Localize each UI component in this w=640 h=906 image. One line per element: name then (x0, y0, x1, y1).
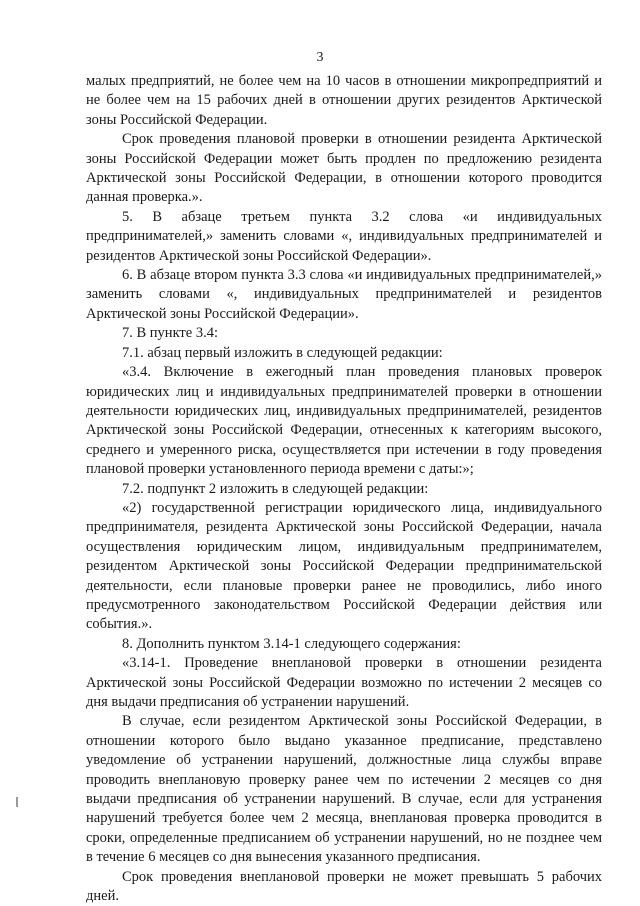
paragraph-clause-3-14-1: «3.14-1. Проведение внеплановой проверки в отношении резидента Арктической зоны Российской Федерации возможно по истечении 2 месяцев со дня выдачи предписания об устранении нарушений. (86, 655, 602, 710)
paragraph-item-5: 5. В абзаце третьем пункта 3.2 слова «и индивидуальных предпринимателей,» заменить словами «, индивидуальных предпринимателей и резидентов Арктической зоны Российской Федерации». (86, 208, 602, 264)
paragraph-subclause-2: «2) государственной регистрации юридического лица, индивидуального предпринимателя, резидента Арктической зоны Российской Федерации, начала осуществления юридическим лицом, индивидуальным предпринимателем, резидентом Арктической зоны Российской Федерации предпринимательской деятельности, если плановые проверки ранее не проводились, либо иного предусмотренного законодательством Российской Федерации действия или события.». (86, 499, 602, 633)
paragraph-continuation: малых предприятий, не более чем на 10 часов в отношении микропредприятий и не более чем на 15 рабочих дней в отношении других резидентов Арктической зоны Российской Федерации. (86, 73, 602, 128)
paragraph-case: В случае, если резидентом Арктической зоны Российской Федерации, в отношении которого было выдано указанное предписание, представлено уведомление об устранении нарушений, должностные лица службы вправе проводить внеплановую проверку ранее чем по истечении 2 месяцев со дня выдачи предписания об устранении нарушений. В случае, если для устранения нарушений требуется более чем 2 месяца, внеплановая проверка проводится в сроки, определенные предписанием об устранении нарушений, но не позднее чем в течение 6 месяцев со дня вынесения указанного предписания. (86, 713, 602, 866)
paragraph-clause-3-4: «3.4. Включение в ежегодный план проведения плановых проверок юридических лиц и индивидуальных предпринимателей проверки в отношении деятельности юридических лиц, индивидуальных предпринимателей, резидентов Арктической зоны Российской Федерации, отнесенных к категориям высокого, среднего и умеренного риска, осуществляется при истечении в году проведения плановой проверки установленного периода времени с даты:»; (86, 364, 602, 478)
paragraph-item-8: 8. Дополнить пунктом 3.14-1 следующего содержания: (122, 635, 461, 652)
document-body (86, 72, 602, 906)
paragraph-item-7: 7. В пункте 3.4: (122, 325, 218, 342)
paragraph-item-6: 6. В абзаце втором пункта 3.3 слова «и индивидуальных предпринимателей,» заменить словами «, индивидуальных предпринимателей и резидентов Арктической зоны Российской Федерации». (86, 267, 602, 322)
scan-artifact (16, 797, 18, 807)
page-number: 3 (316, 50, 324, 65)
paragraph-term-extension: Срок проведения плановой проверки в отношении резидента Арктической зоны Российской Федерации может быть продлен по предложению резидента Арктической зоны Российской Федерации, в отношении которого проводится данная проверка.». (86, 131, 602, 206)
paragraph-term-limit: Срок проведения внеплановой проверки не может превышать 5 рабочих дней. (86, 868, 602, 905)
paragraph-item-7-1: 7.1. абзац первый изложить в следующей редакции: (122, 344, 443, 361)
paragraph-item-7-2: 7.2. подпункт 2 изложить в следующей редакции: (122, 480, 429, 497)
